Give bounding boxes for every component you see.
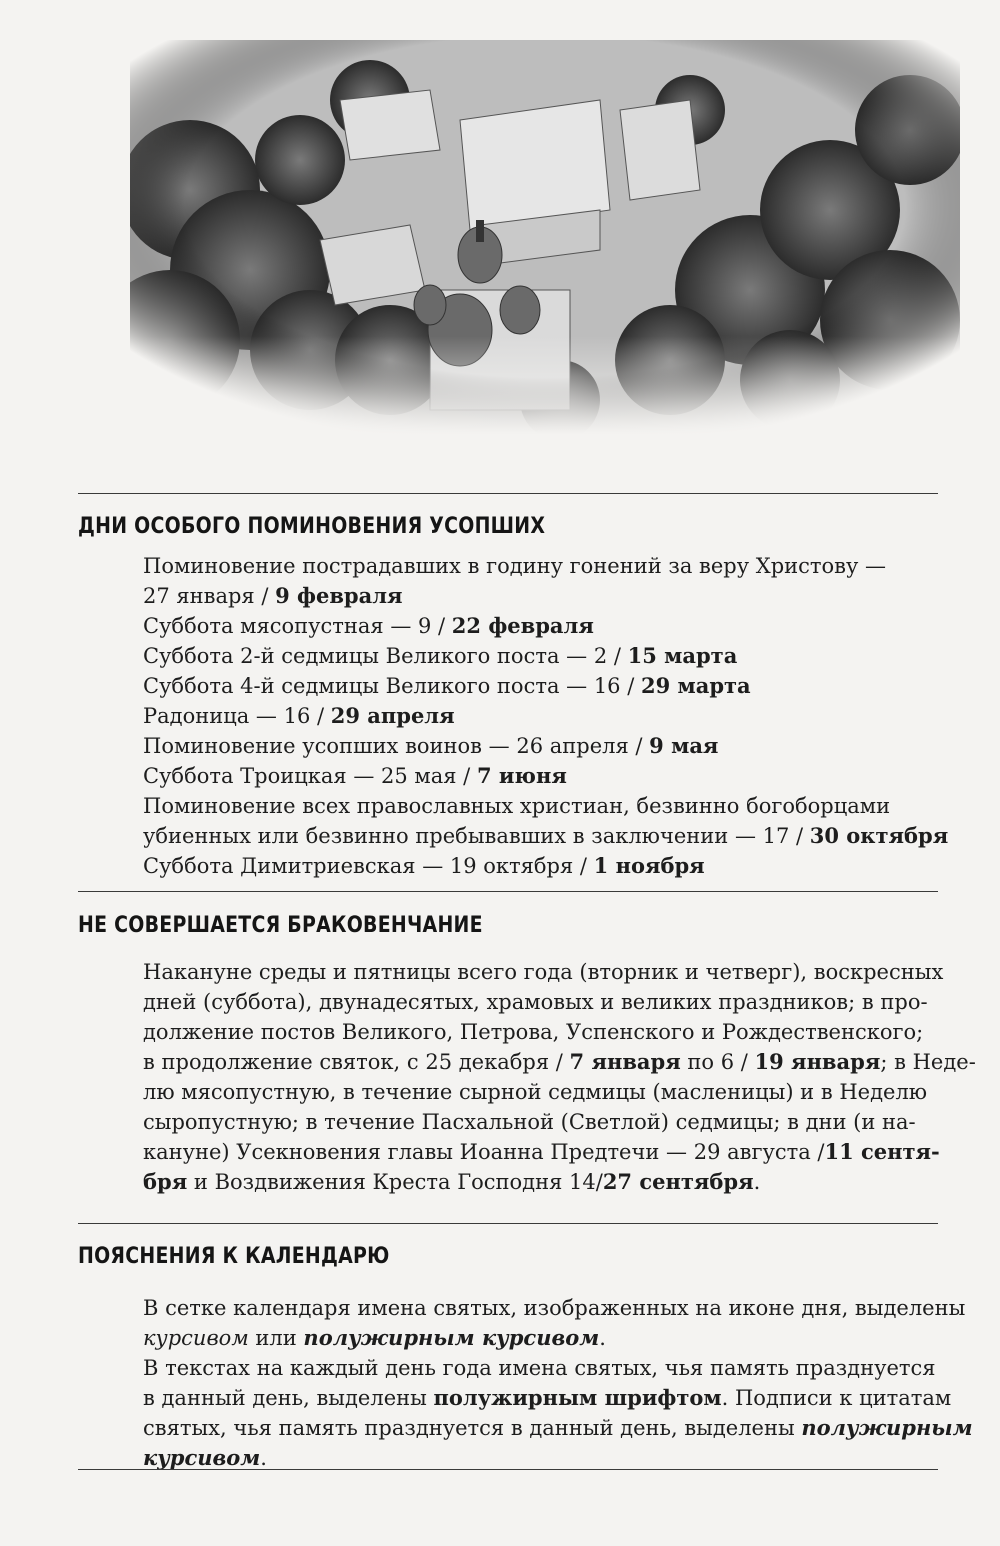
list-item: Поминовение всех православных христиан, безвинно богоборцами	[143, 794, 891, 818]
list-item: 27 января / 9 февраля	[143, 583, 403, 608]
list-item: Поминовение пострадавших в годину гонений за веру Христову —	[143, 554, 887, 578]
divider	[78, 1469, 938, 1470]
no-wedding-text	[143, 957, 976, 1197]
heading-no-wedding: НЕ СОВЕРШАЕТСЯ БРАКОВЕНЧАНИЕ	[78, 913, 483, 938]
divider	[78, 493, 938, 494]
text-line: курсивом или полужирным курсивом.	[143, 1325, 606, 1350]
monastery-aerial-photo-icon	[130, 40, 960, 435]
text-line: бря и Воздвижения Креста Господня 14/27 сентября.	[143, 1169, 761, 1194]
text-line: сыропустную; в течение Пасхальной (Светлой) седмицы; в дни (и на-	[143, 1110, 916, 1134]
list-item: Суббота 4-й седмицы Великого поста — 16 / 29 марта	[143, 673, 751, 698]
text-line: должение постов Великого, Петрова, Успенского и Рождественского;	[143, 1020, 924, 1044]
heading-memorial-days: ДНИ ОСОБОГО ПОМИНОВЕНИЯ УСОПШИХ	[78, 514, 546, 539]
text-line: в данный день, выделены полужирным шрифтом. Подписи к цитатам	[143, 1385, 952, 1410]
list-item: Суббота Троицкая — 25 мая / 7 июня	[143, 763, 567, 788]
list-item: Суббота 2-й седмицы Великого поста — 2 / 15 марта	[143, 643, 738, 668]
text-line: в продолжение святок, с 25 декабря / 7 января по 6 / 19 января; в Неде-	[143, 1049, 976, 1074]
list-item: Суббота мясопустная — 9 / 22 февраля	[143, 613, 594, 638]
divider	[78, 1223, 938, 1224]
text-line: Накануне среды и пятницы всего года (вторник и четверг), воскресных	[143, 960, 944, 984]
text-line: В текстах на каждый день года имена святых, чья память празднуется	[143, 1356, 936, 1380]
list-item: Суббота Димитриевская — 19 октября / 1 ноября	[143, 853, 705, 878]
monastery-photo	[130, 40, 960, 435]
divider	[78, 891, 938, 892]
list-item: убиенных или безвинно пребывавших в заключении — 17 / 30 октября	[143, 823, 949, 848]
calendar-notes-text	[143, 1293, 973, 1473]
memorial-days-list	[143, 551, 949, 881]
text-line: лю мясопустную, в течение сырной седмицы (масленицы) и в Неделю	[143, 1080, 928, 1104]
text-line: дней (суббота), двунадесятых, храмовых и великих праздников; в про-	[143, 990, 928, 1014]
list-item: Радоница — 16 / 29 апреля	[143, 703, 455, 728]
text-line: кануне) Усекновения главы Иоанна Предтечи — 29 августа /11 сентя-	[143, 1139, 940, 1164]
text-line: святых, чья память празднуется в данный день, выделены полужирным	[143, 1415, 973, 1440]
heading-calendar-notes: ПОЯСНЕНИЯ К КАЛЕНДАРЮ	[78, 1244, 390, 1269]
list-item: Поминовение усопших воинов — 26 апреля / 9 мая	[143, 733, 719, 758]
text-line: курсивом.	[143, 1445, 267, 1470]
text-line: В сетке календаря имена святых, изображенных на иконе дня, выделены	[143, 1296, 966, 1320]
